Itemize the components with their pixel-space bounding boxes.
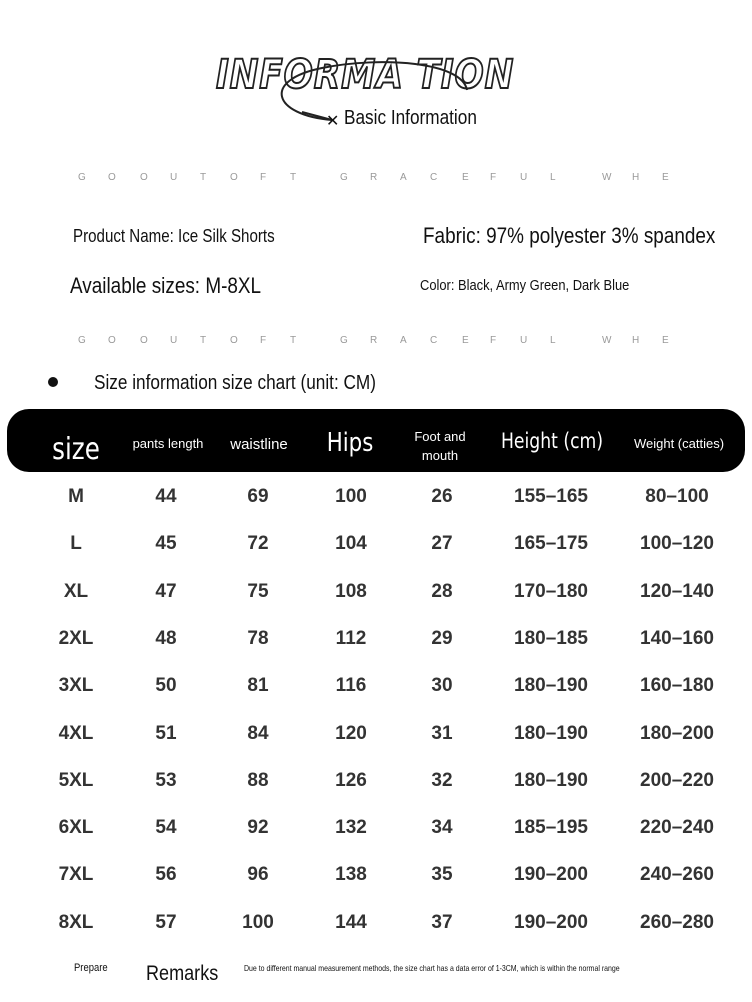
table-cell: 260–280: [640, 911, 714, 933]
table-cell: 31: [431, 722, 453, 744]
table-cell: 100: [335, 486, 367, 507]
decor-letter: F: [260, 172, 267, 183]
table-row: [0, 864, 752, 894]
table-cell: 72: [247, 533, 269, 555]
decor-letter: E: [662, 172, 669, 183]
disclaimer-text: Due to different manual measurement methods, the size chart has a data error of 1-3CM, which is within the normal range: [244, 963, 620, 973]
table-cell: 120: [335, 722, 367, 744]
table-cell: 29: [431, 627, 453, 649]
table-cell: 35: [431, 864, 453, 886]
table-cell: 57: [155, 911, 177, 933]
table-cell: 2XL: [58, 627, 94, 649]
prepare-label: Prepare: [74, 962, 108, 974]
table-cell: 8XL: [58, 911, 94, 933]
table-cell: 6XL: [58, 817, 94, 839]
table-cell: 96: [247, 864, 269, 886]
table-cell: 132: [335, 817, 367, 839]
logo-subtitle: Basic Information: [344, 107, 477, 129]
table-cell: M: [68, 486, 84, 507]
decor-letter-row: [0, 172, 752, 186]
decor-letter: O: [108, 335, 116, 346]
table-cell: 155–165: [514, 486, 588, 507]
header-cell: Height (cm): [500, 429, 604, 453]
table-cell: 180–185: [514, 627, 588, 649]
table-cell: 34: [431, 817, 453, 839]
table-cell: 26: [431, 486, 453, 507]
table-cell: 180–190: [514, 769, 588, 791]
table-cell: 180–190: [514, 722, 588, 744]
table-row: [0, 912, 752, 942]
table-cell: 240–260: [640, 864, 714, 886]
table-cell: L: [70, 533, 82, 555]
decor-letter: R: [370, 335, 378, 346]
table-cell: XL: [63, 580, 89, 602]
header-cell: waistline: [230, 436, 288, 453]
decor-letter: T: [290, 172, 297, 183]
table-cell: 80–100: [645, 486, 709, 507]
table-cell: 56: [155, 864, 177, 886]
table-cell: 144: [335, 911, 367, 933]
decor-letter: T: [200, 172, 207, 183]
decor-letter: E: [462, 335, 469, 346]
table-cell: 50: [155, 675, 177, 697]
table-cell: 54: [155, 817, 177, 839]
decor-letter: W: [602, 335, 612, 346]
decor-letter: G: [78, 335, 86, 346]
table-cell: 190–200: [514, 911, 588, 933]
table-cell: 81: [247, 675, 269, 697]
table-cell: 32: [431, 769, 453, 791]
table-cell: 53: [155, 769, 177, 791]
table-row: [0, 581, 752, 611]
table-row: [0, 675, 752, 705]
table-cell: 120–140: [640, 580, 714, 602]
decor-letter: O: [140, 335, 148, 346]
table-cell: 27: [431, 533, 453, 555]
table-cell: 160–180: [640, 675, 714, 697]
decor-letter: U: [170, 335, 178, 346]
decor-letter: U: [520, 335, 528, 346]
decor-letter: F: [490, 172, 497, 183]
decor-letter: F: [490, 335, 497, 346]
table-cell: 4XL: [58, 722, 94, 744]
decor-letter: E: [662, 335, 669, 346]
table-cell: 92: [247, 817, 269, 839]
table-cell: 84: [247, 722, 269, 744]
table-cell: 48: [155, 627, 177, 649]
table-row: [0, 817, 752, 847]
decor-letter: G: [340, 172, 348, 183]
decor-letter: G: [78, 172, 86, 183]
table-cell: 180–190: [514, 675, 588, 697]
table-cell: 75: [247, 580, 269, 602]
logo-wordmark: INFORMA TION: [216, 52, 515, 98]
available-sizes: Available sizes: M-8XL: [70, 273, 262, 298]
table-cell: 200–220: [640, 769, 714, 791]
decor-letter: T: [200, 335, 207, 346]
table-cell: 138: [335, 864, 367, 886]
table-cell: 51: [155, 722, 177, 744]
table-cell: 3XL: [58, 675, 94, 697]
table-row: [0, 628, 752, 658]
table-cell: 47: [155, 580, 177, 602]
table-cell: 185–195: [514, 817, 588, 839]
decor-letter: R: [370, 172, 378, 183]
bullet-icon: [48, 377, 58, 387]
table-cell: 112: [335, 627, 367, 649]
table-cell: 170–180: [514, 580, 588, 602]
table-cell: 37: [431, 911, 453, 933]
decor-letter: W: [602, 172, 612, 183]
table-cell: 5XL: [58, 769, 94, 791]
decor-letter: U: [520, 172, 528, 183]
table-cell: 7XL: [58, 864, 94, 886]
svg-text:✕: ✕: [326, 111, 340, 130]
header-cell: Foot and mouth: [414, 429, 466, 463]
table-cell: 116: [335, 675, 367, 697]
header-cell: Hips: [326, 428, 374, 458]
decor-letter: H: [632, 172, 640, 183]
chart-title: Size information size chart (unit: CM): [94, 372, 376, 394]
header-cell: Weight (catties): [633, 436, 725, 451]
decor-letter: O: [140, 172, 148, 183]
table-cell: 165–175: [514, 533, 588, 555]
decor-letter: H: [632, 335, 640, 346]
table-cell: 78: [247, 627, 269, 649]
decor-letter: T: [290, 335, 297, 346]
table-row: [0, 533, 752, 563]
header-cell: size: [52, 432, 100, 467]
product-name: Product Name: Ice Silk Shorts: [73, 226, 275, 246]
table-cell: 126: [335, 769, 367, 791]
table-cell: 104: [335, 533, 367, 555]
table-cell: 220–240: [640, 817, 714, 839]
table-cell: 45: [155, 533, 177, 555]
decor-letter: E: [462, 172, 469, 183]
table-cell: 108: [335, 580, 367, 602]
table-cell: 28: [431, 580, 453, 602]
product-colors: Color: Black, Army Green, Dark Blue: [420, 277, 630, 294]
decor-letter: C: [430, 335, 438, 346]
remarks-label: Remarks: [146, 962, 219, 985]
table-row: [0, 723, 752, 753]
table-cell: 30: [431, 675, 453, 697]
decor-letter: G: [340, 335, 348, 346]
table-cell: 88: [247, 769, 269, 791]
decor-letter: O: [108, 172, 116, 183]
decor-letter-row: [0, 335, 752, 349]
decor-letter: F: [260, 335, 267, 346]
decor-letter: L: [550, 335, 556, 346]
table-cell: 140–160: [640, 627, 714, 649]
decor-letter: L: [550, 172, 556, 183]
decor-letter: O: [230, 172, 238, 183]
decor-letter: A: [400, 335, 407, 346]
header-cell: pants length: [132, 436, 204, 451]
table-cell: 180–200: [640, 722, 714, 744]
table-cell: 69: [247, 486, 269, 507]
table-cell: 44: [155, 486, 177, 507]
decor-letter: C: [430, 172, 438, 183]
table-row: [0, 486, 752, 516]
product-fabric: Fabric: 97% polyester 3% spandex: [423, 223, 716, 248]
decor-letter: A: [400, 172, 407, 183]
table-cell: 190–200: [514, 864, 588, 886]
table-cell: 100–120: [640, 533, 714, 555]
decor-letter: O: [230, 335, 238, 346]
table-row: [0, 770, 752, 800]
table-cell: 100: [242, 911, 274, 933]
decor-letter: U: [170, 172, 178, 183]
